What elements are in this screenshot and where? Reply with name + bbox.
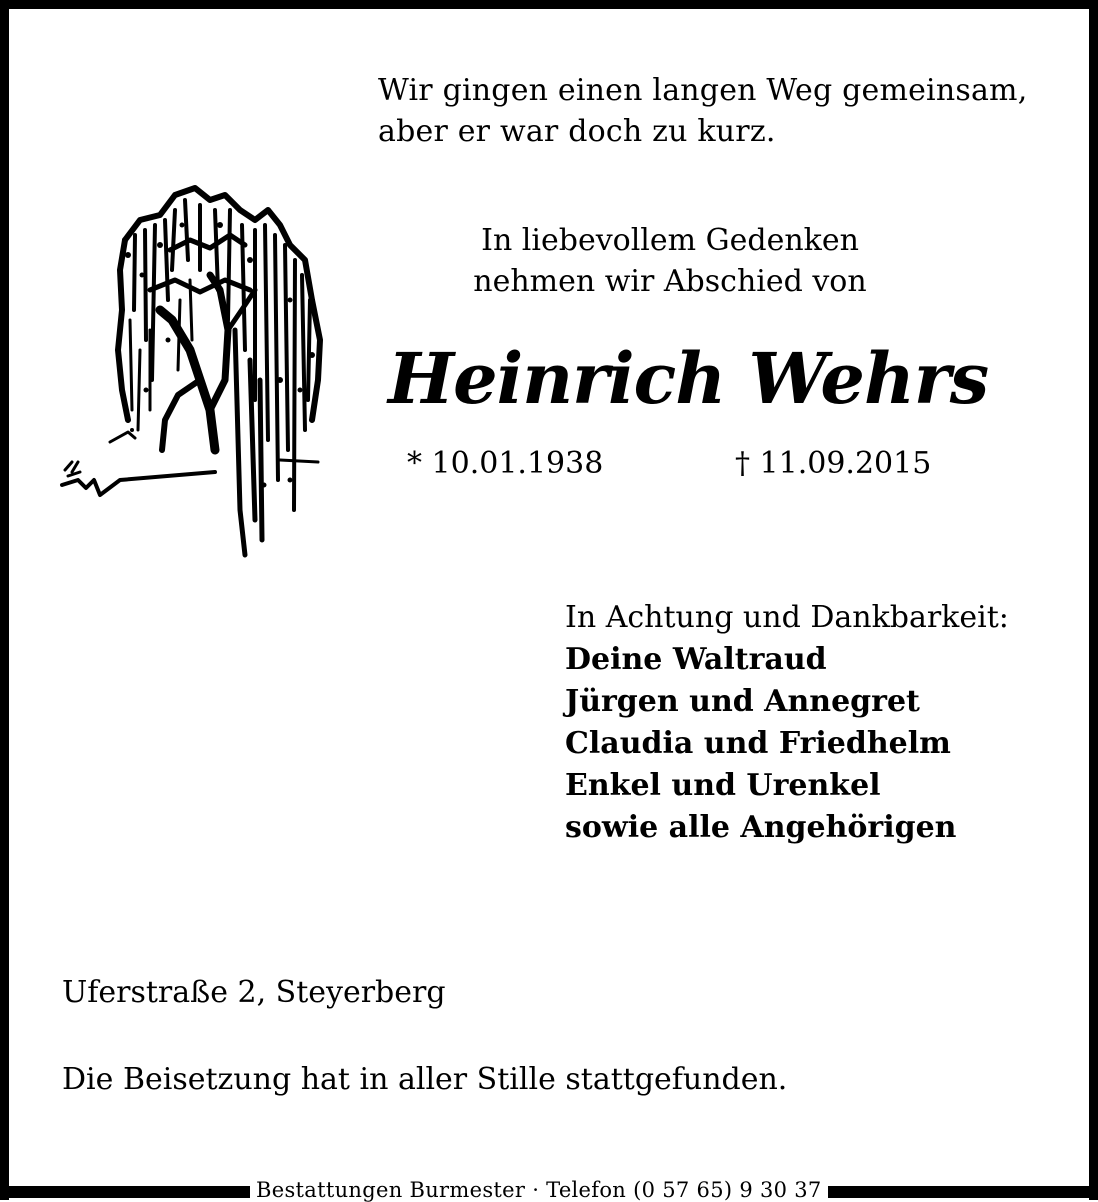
quote-line-2: aber er war doch zu kurz. [378,114,776,149]
quote [378,70,1027,152]
birth-date: * 10.01.1938 [407,446,604,481]
death-date: † 11.09.2015 [735,446,932,481]
memorial-line-2: nehmen wir Abschied von [473,264,867,299]
memorial-line-1: In liebevollem Gedenken [481,223,859,258]
footer-text: Bestattungen Burmester · Telefon (0 57 65) 9 30 37 [256,1178,822,1202]
mourners-list [565,639,1009,849]
footer-rule-right [828,1186,1098,1198]
mourner-name: Deine Waltraud [565,642,827,677]
mourners-block [565,597,1009,849]
mourner-name: Jürgen und Annegret [565,684,920,719]
deceased-name: Heinrich Wehrs [388,337,989,420]
mourner-name: Enkel und Urenkel [565,768,881,803]
footer [0,1178,1098,1202]
address: Uferstraße 2, Steyerberg [62,975,446,1010]
mourners-heading: In Achtung und Dankbarkeit: [565,600,1009,635]
memorial-intro [440,220,900,302]
footer-rule-left [0,1186,250,1198]
weeping-willow-icon [50,180,325,565]
quote-line-1: Wir gingen einen langen Weg gemeinsam, [378,73,1028,108]
burial-note: Die Beisetzung hat in aller Stille stattgefunden. [62,1062,788,1097]
mourner-name: sowie alle Angehörigen [565,810,957,845]
mourner-name: Claudia und Friedhelm [565,726,951,761]
